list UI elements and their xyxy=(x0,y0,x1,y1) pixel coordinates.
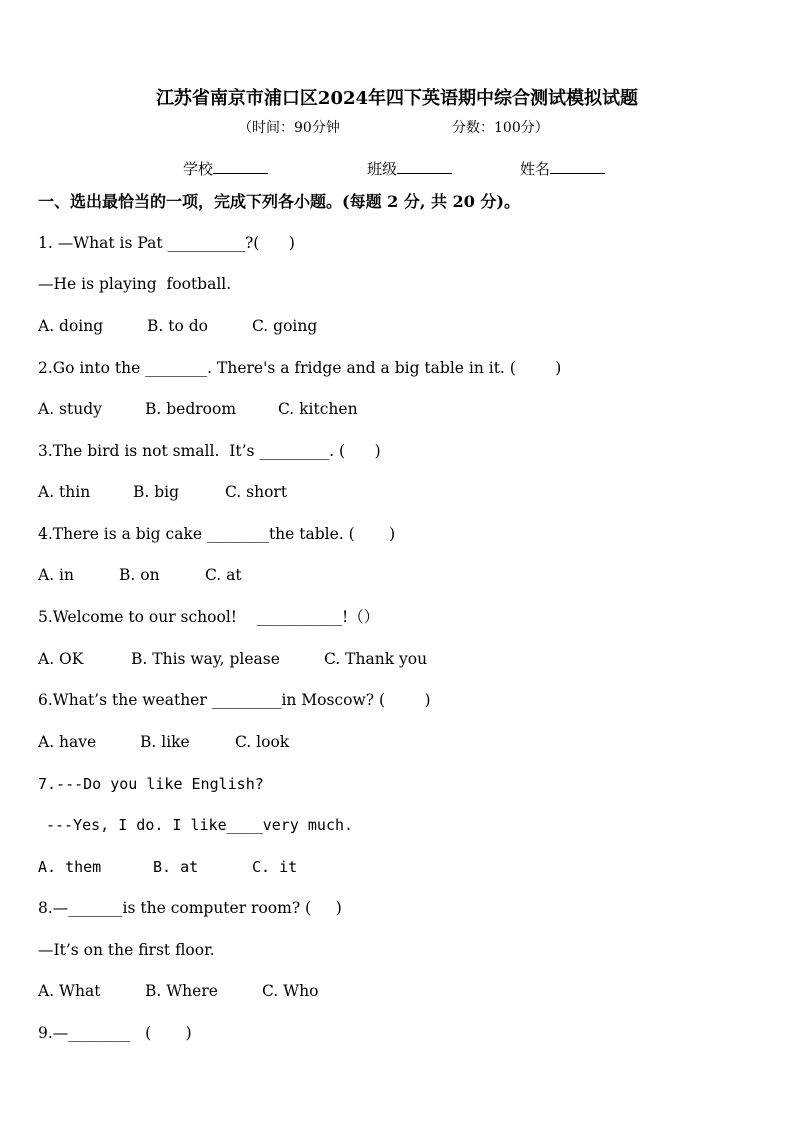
question-2-option-b[interactable]: B. bedroom xyxy=(145,400,237,418)
question-6-text: 6.What’s the weather _________in Moscow? ( ) xyxy=(38,691,431,709)
question-5-option-b[interactable]: B. This way, please xyxy=(131,650,280,668)
name-blank[interactable] xyxy=(550,159,605,174)
school-field xyxy=(183,158,268,179)
name-label: 姓名 xyxy=(520,160,551,178)
question-6-option-b[interactable]: B. like xyxy=(140,733,190,751)
question-2-option-c[interactable]: C. kitchen xyxy=(278,400,358,418)
page-title: 江苏省南京市浦口区2024年四下英语期中综合测试模拟试题 xyxy=(155,88,639,109)
question-1-option-a[interactable]: A. doing xyxy=(38,317,104,335)
question-4-text: 4.There is a big cake ________the table. ( ) xyxy=(38,525,396,543)
exam-time: （时间：90分钟 xyxy=(238,120,340,136)
question-6-option-c[interactable]: C. look xyxy=(235,733,290,751)
question-7-answer-line: ---Yes, I do. I like____very much. xyxy=(46,816,354,834)
question-8-option-c[interactable]: C. Who xyxy=(262,982,319,1000)
question-9-text: 9.—________ ( ) xyxy=(38,1024,192,1042)
section-heading: 一、选出最恰当的一项，完成下列各小题。(每题 2 分, 共 20 分)。 xyxy=(38,192,520,211)
question-8-answer-line: —It’s on the first floor. xyxy=(38,941,215,959)
question-8-option-a[interactable]: A. What xyxy=(38,982,101,1000)
question-7-option-a[interactable]: A. them xyxy=(38,858,102,876)
question-1-text: 1. —What is Pat __________?( ) xyxy=(38,234,295,252)
question-4-option-b[interactable]: B. on xyxy=(119,566,160,584)
question-4-option-a[interactable]: A. in xyxy=(38,566,74,584)
question-8-option-b[interactable]: B. Where xyxy=(145,982,218,1000)
question-2-text: 2.Go into the ________. There's a fridge and a big table in it. ( ) xyxy=(38,359,562,377)
question-1-option-b[interactable]: B. to do xyxy=(147,317,208,335)
question-3-text: 3.The bird is not small. It’s _________. ( ) xyxy=(38,442,381,460)
class-label: 班级 xyxy=(367,160,398,178)
school-blank[interactable] xyxy=(213,159,268,174)
question-4-option-c[interactable]: C. at xyxy=(205,566,242,584)
question-6-option-a[interactable]: A. have xyxy=(38,733,97,751)
question-1-option-c[interactable]: C. going xyxy=(252,317,318,335)
school-label: 学校 xyxy=(183,160,214,178)
question-1-answer-line: —He is playing football. xyxy=(38,275,232,293)
question-5-text: 5.Welcome to our school! ___________!（） xyxy=(38,608,380,626)
question-2-option-a[interactable]: A. study xyxy=(38,400,102,418)
question-5-option-c[interactable]: C. Thank you xyxy=(324,650,428,668)
question-5-option-a[interactable]: A. OK xyxy=(38,650,84,668)
question-3-option-b[interactable]: B. big xyxy=(133,483,180,501)
question-8-text: 8.—_______is the computer room? ( ) xyxy=(38,899,342,917)
question-7-text: 7.---Do you like English? xyxy=(38,775,264,793)
question-3-option-a[interactable]: A. thin xyxy=(38,483,91,501)
name-field xyxy=(520,158,605,179)
class-blank[interactable] xyxy=(397,159,452,174)
exam-score: 分数：100分） xyxy=(452,120,549,136)
question-7-option-b[interactable]: B. at xyxy=(153,858,199,876)
question-3-option-c[interactable]: C. short xyxy=(225,483,288,501)
class-field xyxy=(367,158,452,179)
question-7-option-c[interactable]: C. it xyxy=(252,858,298,876)
